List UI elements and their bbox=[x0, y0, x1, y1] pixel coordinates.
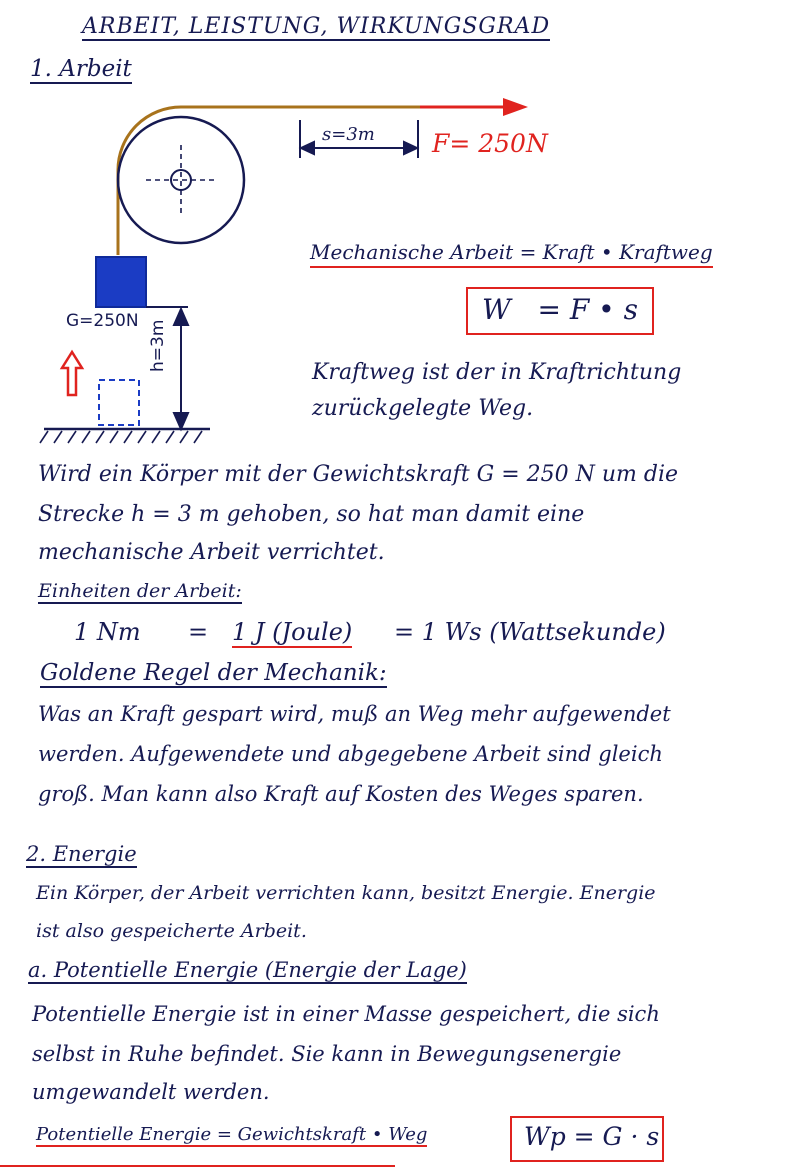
work-formula-box bbox=[466, 287, 654, 335]
distance-label: s=3m bbox=[322, 124, 375, 145]
force-label: F= 250N bbox=[432, 129, 548, 158]
potential-energy-heading: a. Potentielle Energie (Energie der Lage) bbox=[28, 958, 467, 982]
potential-formula-box bbox=[510, 1116, 664, 1162]
potential-formula: Wp = G · s bbox=[524, 1122, 660, 1151]
work-definition: Mechanische Arbeit = Kraft • Kraftweg bbox=[310, 240, 713, 268]
work-formula: W = F • s bbox=[482, 293, 638, 326]
golden-rule-line-3: groß. Man kann also Kraft auf Kosten des Weges sparen. bbox=[38, 782, 644, 806]
ground-hatching bbox=[40, 431, 202, 443]
pulley-center-lines bbox=[146, 145, 216, 215]
golden-rule-line-1: Was an Kraft gespart wird, muß an Weg mehr aufgewendet bbox=[38, 702, 671, 726]
paragraph-line-2: Strecke h = 3 m gehoben, so hat man damit eine bbox=[38, 502, 585, 527]
paragraph-line-1: Wird ein Körper mit der Gewichtskraft G = 250 N um die bbox=[38, 462, 679, 487]
energie-intro-line-1: Ein Körper, der Arbeit verrichten kann, besitzt Energie. Energie bbox=[36, 882, 656, 904]
weight-block bbox=[96, 257, 146, 307]
section-heading-arbeit: 1. Arbeit bbox=[30, 56, 132, 82]
potential-text-line-1: Potentielle Energie ist in einer Masse gespeichert, die sich bbox=[32, 1002, 660, 1026]
units-ws: = 1 Ws (Wattsekunde) bbox=[394, 618, 666, 646]
paragraph-line-3: mechanische Arbeit verrichtet. bbox=[38, 540, 385, 565]
start-position-block bbox=[99, 380, 139, 425]
section-heading-energie: 2. Energie bbox=[26, 842, 137, 866]
pulley-wheel bbox=[118, 117, 244, 243]
lift-arrow bbox=[62, 352, 82, 395]
page-title: ARBEIT, LEISTUNG, WIRKUNGSGRAD bbox=[82, 14, 551, 39]
units-joule: 1 J (Joule) bbox=[232, 618, 353, 646]
potential-energy-definition: Potentielle Energie = Gewichtskraft • Weg bbox=[36, 1124, 428, 1145]
kraftweg-line-1: Kraftweg ist der in Kraftrichtung bbox=[312, 360, 682, 385]
potential-text-line-3: umgewandelt werden. bbox=[32, 1080, 270, 1104]
units-nm: 1 Nm bbox=[74, 618, 141, 646]
potential-text-line-2: selbst in Ruhe befindet. Sie kann in Bewegungsenergie bbox=[32, 1042, 622, 1066]
units-heading: Einheiten der Arbeit: bbox=[38, 580, 242, 602]
height-label: h=3m bbox=[148, 319, 168, 372]
golden-rule-line-2: werden. Aufgewendete und abgegebene Arbeit sind gleich bbox=[38, 742, 663, 766]
weight-label: G=250N bbox=[66, 311, 139, 331]
energie-intro-line-2: ist also gespeicherte Arbeit. bbox=[36, 920, 307, 942]
force-arrow-head bbox=[503, 98, 528, 116]
golden-rule-heading: Goldene Regel der Mechanik: bbox=[40, 660, 387, 686]
units-equals: = bbox=[188, 618, 209, 646]
kraftweg-line-2: zurückgelegte Weg. bbox=[312, 396, 534, 421]
